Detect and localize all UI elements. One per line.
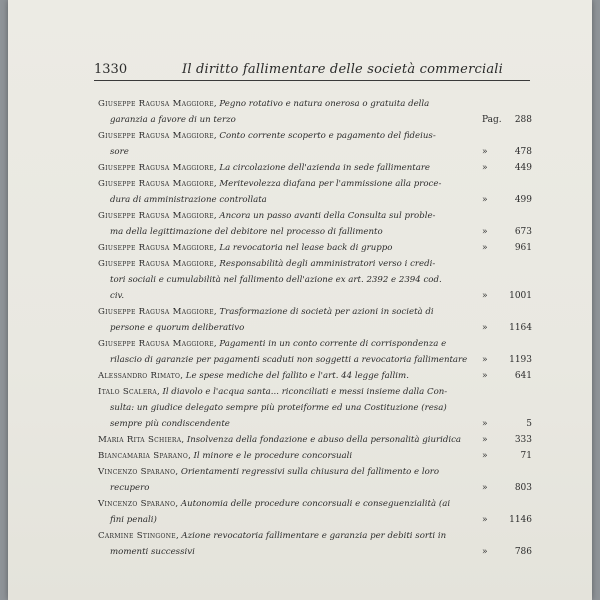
entry-title: Insolvenza della fondazione e abuso della personalità giuridica (186, 435, 462, 445)
entry-page-number: 71 (520, 451, 532, 461)
entry-author: Vincenzo Sparano (98, 467, 176, 477)
index-entry: Italo Scalera, Il diavolo e l'acqua santa... riconciliati e messi insieme dalla Con- sulta: un giudice delegato sempre più proteiforme ed una Costituzione (resa) sempre più condiscendente » 5 (98, 384, 532, 432)
entry-title: Responsabilità degli amministratori verso i credi- (219, 259, 436, 269)
page-number: 1330 (94, 62, 128, 77)
book-page (8, 0, 592, 600)
entry-title-cont: sore (110, 147, 129, 157)
entry-title: Trasformazione di società per azioni in società di (219, 307, 434, 317)
entry-page-label: » (482, 291, 488, 301)
entry-title-cont: ma della legittimazione del debitore nel processo di fallimento (110, 227, 383, 237)
entry-page-ref (482, 352, 532, 368)
index-list (98, 96, 532, 560)
index-entry: Giuseppe Ragusa Maggiore, La circolazione dell'azienda in sede fallimentare » 449 (98, 160, 532, 176)
entry-title: Conto corrente scoperto e pagamento del fideius- (219, 131, 436, 141)
index-entry: Carmine Stingone, Azione revocatoria fallimentare e garanzia per debiti sorti in momenti successivi » 786 (98, 528, 532, 560)
entry-page-number: 1164 (509, 323, 532, 333)
entry-title: Le spese mediche del fallito e l'art. 44 legge fallim. (185, 371, 409, 381)
entry-author: Giuseppe Ragusa Maggiore (98, 307, 214, 317)
entry-page-label: » (482, 435, 488, 445)
entry-page-ref (482, 368, 532, 384)
entry-title: Ancora un passo avanti della Consulta sul proble- (219, 211, 436, 221)
entry-page-ref (482, 544, 532, 560)
entry-title: La circolazione dell'azienda in sede fallimentare (219, 163, 431, 173)
entry-author: Giuseppe Ragusa Maggiore (98, 259, 214, 269)
entry-page-ref (482, 288, 532, 304)
entry-author: Giuseppe Ragusa Maggiore (98, 211, 214, 221)
entry-page-number: 641 (514, 371, 532, 381)
entry-page-ref (482, 320, 532, 336)
entry-page-ref (482, 112, 532, 128)
entry-page-label: » (482, 323, 488, 333)
entry-page-ref (482, 512, 532, 528)
entry-author: Maria Rita Schiera (98, 435, 182, 445)
entry-title: La revocatoria nel lease back di gruppo (219, 243, 393, 253)
entry-title-cont: fini penali) (110, 515, 157, 525)
entry-page-label: » (482, 243, 488, 253)
entry-author: Biancamaria Sparano (98, 451, 189, 461)
entry-page-ref (482, 192, 532, 208)
entry-page-label: » (482, 451, 488, 461)
entry-page-label: » (482, 547, 488, 557)
entry-page-number: 961 (514, 243, 532, 253)
entry-title: Pegno rotativo e natura onerosa o gratuita della (219, 99, 430, 109)
index-entry: Giuseppe Ragusa Maggiore, La revocatoria nel lease back di gruppo » 961 (98, 240, 532, 256)
entry-page-label: Pag. (482, 115, 502, 125)
entry-author: Carmine Stingone (98, 531, 176, 541)
entry-title: Il minore e le procedure concorsuali (193, 451, 353, 461)
entry-title: Orientamenti regressivi sulla chiusura del fallimento e loro (180, 467, 440, 477)
entry-title: Autonomia delle procedure concorsuali e conseguenzialità (ai (180, 499, 451, 509)
entry-title-cont: tori sociali e cumulabilità nel fallimento dell'azione ex art. 2392 e 2394 cod. (110, 275, 442, 285)
index-entry: Vincenzo Sparano, Orientamenti regressivi sulla chiusura del fallimento e loro recupero » 803 (98, 464, 532, 496)
entry-page-number: 803 (514, 483, 532, 493)
entry-page-number: 1001 (509, 291, 532, 301)
entry-page-number: 288 (514, 115, 532, 125)
entry-page-label: » (482, 147, 488, 157)
entry-page-ref (482, 448, 532, 464)
entry-title: Meritevolezza diafana per l'ammissione alla proce- (219, 179, 442, 189)
entry-page-ref (482, 160, 532, 176)
entry-page-ref (482, 432, 532, 448)
index-entry: Giuseppe Ragusa Maggiore, Trasformazione di società per azioni in società di persone e quorum deliberativo » 1164 (98, 304, 532, 336)
index-entry: Maria Rita Schiera, Insolvenza della fondazione e abuso della personalità giuridica » 333 (98, 432, 532, 448)
entry-author: Giuseppe Ragusa Maggiore (98, 179, 214, 189)
entry-author: Giuseppe Ragusa Maggiore (98, 131, 214, 141)
entry-title-cont: civ. (110, 291, 125, 301)
entry-author: Giuseppe Ragusa Maggiore (98, 99, 214, 109)
entry-title-cont: dura di amministrazione controllata (110, 195, 267, 205)
entry-page-label: » (482, 371, 488, 381)
entry-page-ref (482, 480, 532, 496)
index-entry: Biancamaria Sparano, Il minore e le procedure concorsuali » 71 (98, 448, 532, 464)
running-title: Il diritto fallimentare delle società commerciali (182, 62, 503, 77)
index-entry: Giuseppe Ragusa Maggiore, Pagamenti in un conto corrente di corrispondenza e rilascio di garanzie per pagamenti scaduti non soggetti a revocatoria fallimentare » 1193 (98, 336, 532, 368)
entry-title-cont: sempre più condiscendente (110, 419, 230, 429)
index-entry: Giuseppe Ragusa Maggiore, Ancora un passo avanti della Consulta sul proble- ma della legittimazione del debitore nel processo di fallimento » 673 (98, 208, 532, 240)
entry-title-cont: rilascio di garanzie per pagamenti scaduti non soggetti a revocatoria fallimentare (110, 355, 468, 365)
entry-author: Italo Scalera (98, 387, 157, 397)
entry-page-label: » (482, 163, 488, 173)
index-entry: Vincenzo Sparano, Autonomia delle procedure concorsuali e conseguenzialità (ai fini penali) » 1146 (98, 496, 532, 528)
entry-author: Giuseppe Ragusa Maggiore (98, 243, 214, 253)
entry-page-ref (482, 416, 532, 432)
entry-author: Giuseppe Ragusa Maggiore (98, 163, 214, 173)
entry-page-ref (482, 144, 532, 160)
entry-title: Pagamenti in un conto corrente di corrispondenza e (219, 339, 447, 349)
entry-author: Vincenzo Sparano (98, 499, 176, 509)
entry-page-number: 673 (514, 227, 532, 237)
entry-title-cont: momenti successivi (110, 547, 195, 557)
index-entry: Alessandro Rimato, Le spese mediche del fallito e l'art. 44 legge fallim. » 641 (98, 368, 532, 384)
page-header (94, 60, 530, 81)
entry-page-number: 1193 (509, 355, 532, 365)
entry-page-number: 333 (514, 435, 532, 445)
index-entry: Giuseppe Ragusa Maggiore, Responsabilità degli amministratori verso i credi- tori sociali e cumulabilità nel fallimento dell'azione ex art. 2392 e 2394 cod. civ. » 1001 (98, 256, 532, 304)
entry-page-label: » (482, 515, 488, 525)
entry-page-number: 499 (514, 195, 532, 205)
entry-title: Il diavolo e l'acqua santa... riconciliati e messi insieme dalla Con- (162, 387, 448, 397)
index-entry: Giuseppe Ragusa Maggiore, Pegno rotativo e natura onerosa o gratuita della garanzia a favore di un terzo Pag. 288 (98, 96, 532, 128)
entry-page-ref (482, 240, 532, 256)
entry-page-label: » (482, 483, 488, 493)
index-entry: Giuseppe Ragusa Maggiore, Conto corrente scoperto e pagamento del fideius- sore » 478 (98, 128, 532, 160)
index-entry: Giuseppe Ragusa Maggiore, Meritevolezza diafana per l'ammissione alla proce- dura di amministrazione controllata » 499 (98, 176, 532, 208)
entry-page-ref (482, 224, 532, 240)
entry-page-label: » (482, 355, 488, 365)
entry-title-cont: persone e quorum deliberativo (110, 323, 245, 333)
entry-title-cont: sulta: un giudice delegato sempre più proteiforme ed una Costituzione (resa) (110, 403, 447, 413)
entry-author: Giuseppe Ragusa Maggiore (98, 339, 214, 349)
entry-page-number: 449 (514, 163, 532, 173)
entry-title: Azione revocatoria fallimentare e garanzia per debiti sorti in (181, 531, 447, 541)
entry-page-label: » (482, 195, 488, 205)
entry-page-number: 1146 (509, 515, 532, 525)
entry-page-number: 5 (526, 419, 532, 429)
entry-page-number: 478 (514, 147, 532, 157)
entry-page-label: » (482, 227, 488, 237)
entry-title-cont: recupero (110, 483, 150, 493)
entry-author: Alessandro Rimato (98, 371, 181, 381)
entry-page-label: » (482, 419, 488, 429)
entry-page-number: 786 (514, 547, 532, 557)
entry-title-cont: garanzia a favore di un terzo (110, 115, 236, 125)
